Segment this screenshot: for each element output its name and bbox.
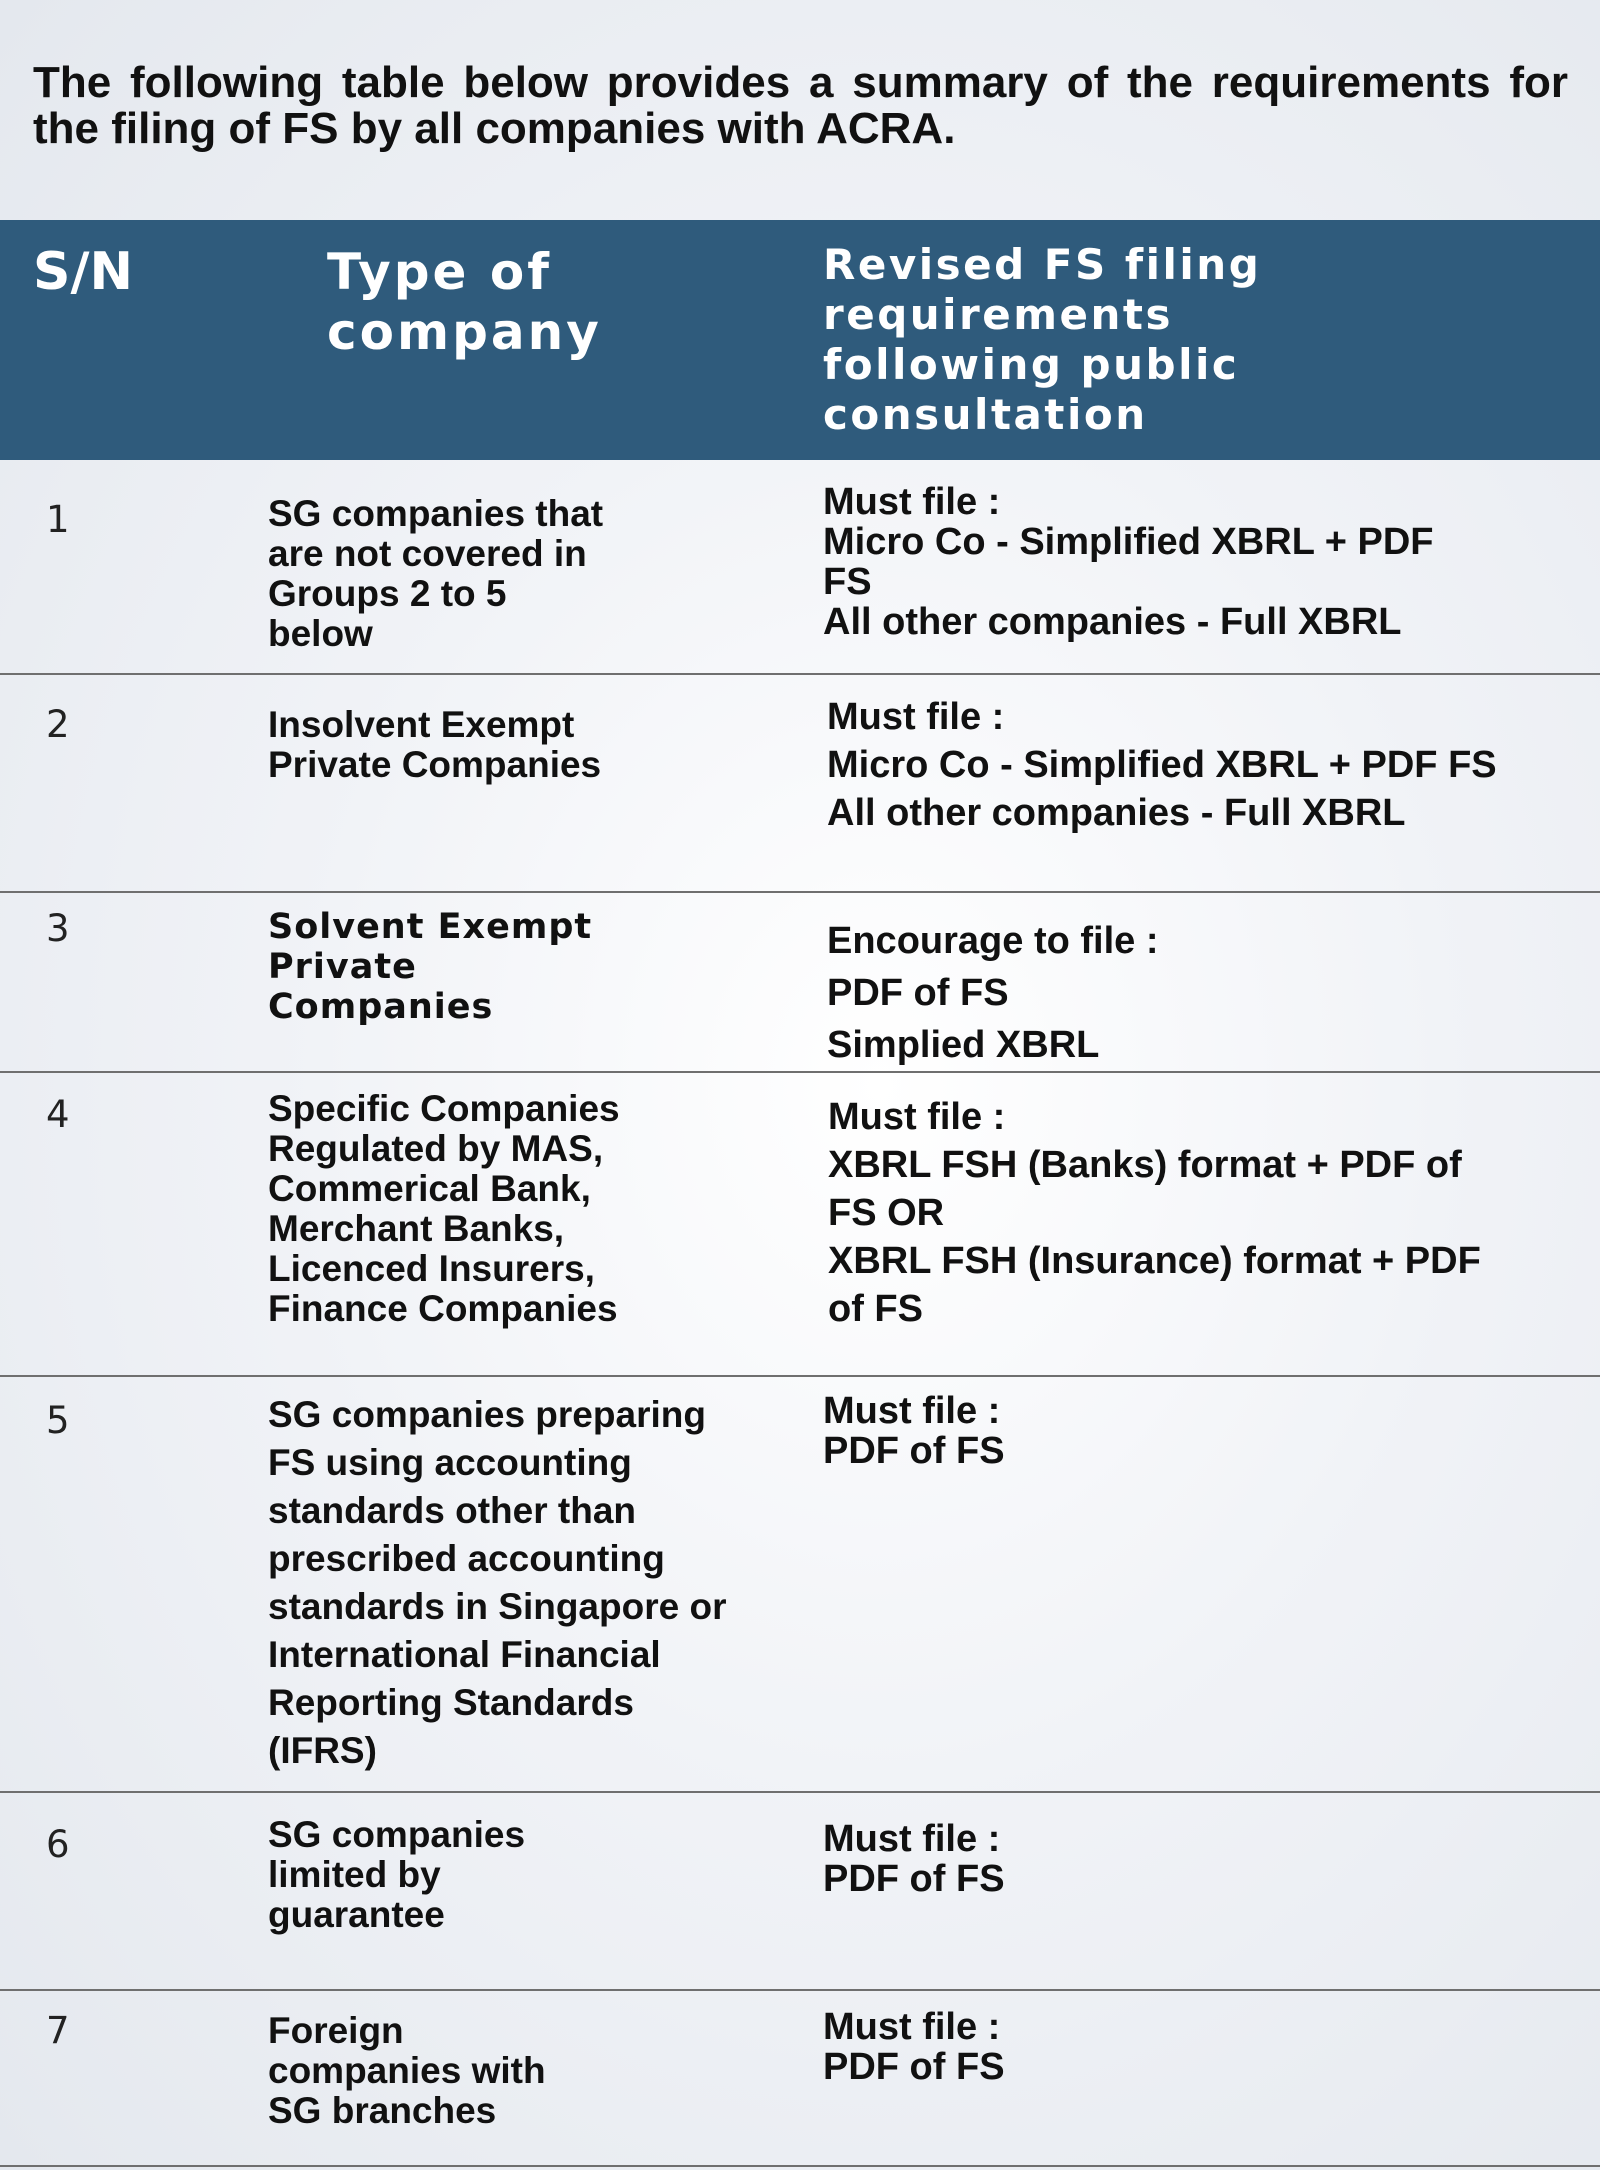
type-line: (IFRS) — [268, 1730, 377, 1771]
row-company-type — [268, 907, 592, 1027]
req-line: All other companies - Full XBRL — [823, 601, 1402, 643]
table-row — [0, 1793, 1600, 1991]
req-line: XBRL FSH (Banks) format + PDF of — [828, 1144, 1462, 1186]
req-line: FS OR — [828, 1192, 945, 1234]
req-line: Must file : — [827, 696, 1005, 738]
intro-line-2: the filing of FS by all companies with ACRA. — [33, 104, 956, 153]
row-company-type — [268, 2011, 546, 2131]
type-line: SG companies — [268, 1814, 526, 1855]
row-requirements — [827, 915, 1158, 1071]
req-line: XBRL FSH (Insurance) format + PDF — [828, 1240, 1481, 1282]
type-line: prescribed accounting — [268, 1538, 665, 1579]
type-line: Specific Companies — [268, 1088, 620, 1129]
header-sn: S/N — [33, 242, 133, 302]
req-line: Must file : — [823, 2006, 1001, 2048]
type-line: Insolvent Exempt — [268, 704, 575, 745]
header-type-line: company — [327, 303, 602, 361]
req-line: Must file : — [823, 1390, 1001, 1432]
type-line: FS using accounting — [268, 1442, 632, 1483]
type-line: Finance Companies — [268, 1288, 618, 1329]
row-sn: 2 — [46, 703, 70, 746]
type-line: International Financial — [268, 1634, 661, 1675]
type-line: Solvent Exempt — [268, 907, 593, 947]
type-line: companies with — [268, 2050, 546, 2091]
table-row — [0, 460, 1600, 675]
header-type-of-company — [327, 242, 647, 362]
table-row — [0, 1073, 1600, 1377]
row-requirements — [823, 2007, 1005, 2087]
row-requirements — [823, 1391, 1005, 1471]
row-company-type — [268, 705, 601, 785]
header-req-line: Revised FS filing — [823, 240, 1262, 289]
req-line: Micro Co - Simplified XBRL + PDF — [823, 521, 1434, 563]
type-line: are not covered in — [268, 533, 587, 574]
header-type-line: Type of — [327, 243, 552, 301]
type-line: Groups 2 to 5 — [268, 573, 507, 614]
table-row — [0, 675, 1600, 893]
type-line: standards in Singapore or — [268, 1586, 727, 1627]
table-header — [0, 220, 1600, 460]
header-req-line: consultation — [823, 390, 1148, 439]
type-line: Private Companies — [268, 744, 602, 785]
type-line: Private — [268, 947, 417, 987]
req-line: Must file : — [828, 1096, 1006, 1138]
type-line: limited by — [268, 1854, 441, 1895]
type-line: standards other than — [268, 1490, 636, 1531]
row-company-type — [268, 1815, 525, 1935]
type-line: below — [268, 613, 373, 654]
row-requirements — [823, 482, 1434, 642]
row-company-type — [268, 494, 603, 654]
type-line: Licenced Insurers, — [268, 1248, 595, 1289]
row-sn: 5 — [46, 1399, 70, 1442]
row-sn: 4 — [46, 1093, 70, 1136]
req-line: FS — [823, 561, 872, 603]
req-line: PDF of FS — [823, 1858, 1005, 1900]
type-line: SG companies that — [268, 493, 604, 534]
req-line: All other companies - Full XBRL — [827, 792, 1406, 834]
row-sn: 6 — [46, 1823, 70, 1866]
req-line: PDF of FS — [823, 2046, 1005, 2088]
req-line: Micro Co - Simplified XBRL + PDF FS — [827, 744, 1497, 786]
type-line: Commerical Bank, — [268, 1168, 591, 1209]
intro-line-1: The following table below provides a summary of the requirements for — [33, 58, 1568, 107]
req-line: Must file : — [823, 481, 1001, 523]
req-line: Simplied XBRL — [827, 1024, 1100, 1066]
type-line: SG branches — [268, 2090, 497, 2131]
header-req-line: following public — [823, 340, 1240, 389]
table-row — [0, 893, 1600, 1073]
type-line: guarantee — [268, 1894, 445, 1935]
intro-paragraph — [33, 60, 1568, 152]
req-line: Encourage to file : — [827, 920, 1159, 962]
row-requirements — [823, 1819, 1005, 1899]
row-company-type — [268, 1089, 620, 1329]
req-line: of FS — [828, 1288, 923, 1330]
type-line: Reporting Standards — [268, 1682, 634, 1723]
row-sn: 7 — [46, 2009, 70, 2052]
row-sn: 3 — [46, 907, 70, 950]
table-row — [0, 1991, 1600, 2167]
row-sn: 1 — [46, 498, 70, 541]
row-requirements — [828, 1093, 1481, 1333]
req-line: PDF of FS — [827, 972, 1009, 1014]
req-line: Must file : — [823, 1818, 1001, 1860]
row-company-type — [268, 1391, 726, 1775]
req-line: PDF of FS — [823, 1430, 1005, 1472]
type-line: SG companies preparing — [268, 1394, 706, 1435]
type-line: Foreign — [268, 2010, 404, 2051]
type-line: Regulated by MAS, — [268, 1128, 604, 1169]
header-requirements — [823, 240, 1343, 440]
header-req-line: requirements — [823, 290, 1173, 339]
type-line: Companies — [268, 987, 494, 1027]
type-line: Merchant Banks, — [268, 1208, 565, 1249]
row-requirements — [827, 693, 1497, 837]
table-row — [0, 1377, 1600, 1793]
